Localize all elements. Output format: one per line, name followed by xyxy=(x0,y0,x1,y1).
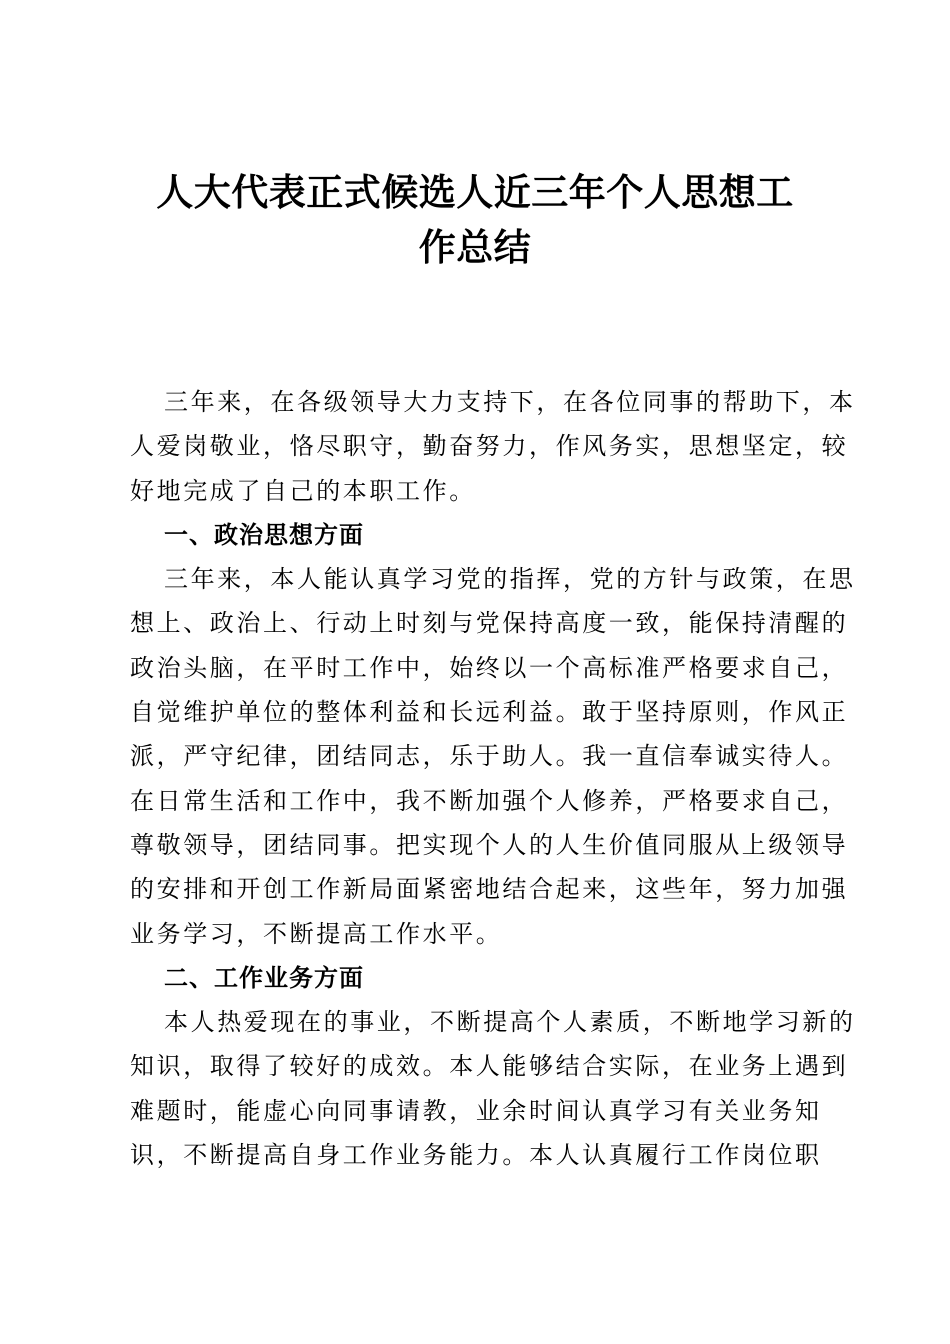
paragraph-line: 尊敬领导，团结同事。把实现个人的人生价值同服从上级领导 xyxy=(130,830,849,859)
paragraph-line: 本人热爱现在的事业，不断提高个人素质，不断地学习新的 xyxy=(164,1008,856,1037)
document-title-line-1: 人大代表正式候选人近三年个人思想工 xyxy=(156,170,794,214)
paragraph-line: 三年来，本人能认真学习党的指挥，党的方针与政策，在思 xyxy=(164,565,856,594)
paragraph-line: 三年来，在各级领导大力支持下，在各位同事的帮助下，本 xyxy=(164,388,856,416)
paragraph-line: 政治头脑，在平时工作中，始终以一个高标准严格要求自己， xyxy=(130,653,849,682)
paragraph-line: 识，不断提高自身工作业务能力。本人认真履行工作岗位职 xyxy=(130,1141,822,1170)
paragraph-line: 难题时，能虚心向同事请教，业余时间认真学习有关业务知 xyxy=(130,1096,822,1125)
paragraph-line: 派，严守纪律，团结同志，乐于助人。我一直信奉诚实待人。 xyxy=(130,742,849,771)
paragraph-line: 在日常生活和工作中，我不断加强个人修养，严格要求自己， xyxy=(130,786,849,815)
document-body xyxy=(130,380,856,1177)
section-heading: 二、工作业务方面 xyxy=(164,963,364,992)
document-title-line-2: 作总结 xyxy=(418,225,532,269)
paragraph-line: 业务学习，不断提高工作水平。 xyxy=(130,919,503,948)
section-heading: 一、政治思想方面 xyxy=(164,520,364,549)
paragraph-line: 想上、政治上、行动上时刻与党保持高度一致，能保持清醒的 xyxy=(130,609,849,638)
paragraph-line: 自觉维护单位的整体利益和长远利益。敢于坚持原则，作风正 xyxy=(130,698,849,727)
paragraph-line: 的安排和开创工作新局面紧密地结合起来，这些年，努力加强 xyxy=(130,875,849,904)
paragraph-line: 好地完成了自己的本职工作。 xyxy=(130,476,476,505)
paragraph-line: 知识，取得了较好的成效。本人能够结合实际，在业务上遇到 xyxy=(130,1052,849,1081)
paragraph-line: 人爱岗敬业，恪尽职守，勤奋努力，作风务实，思想坚定，较 xyxy=(130,432,849,461)
